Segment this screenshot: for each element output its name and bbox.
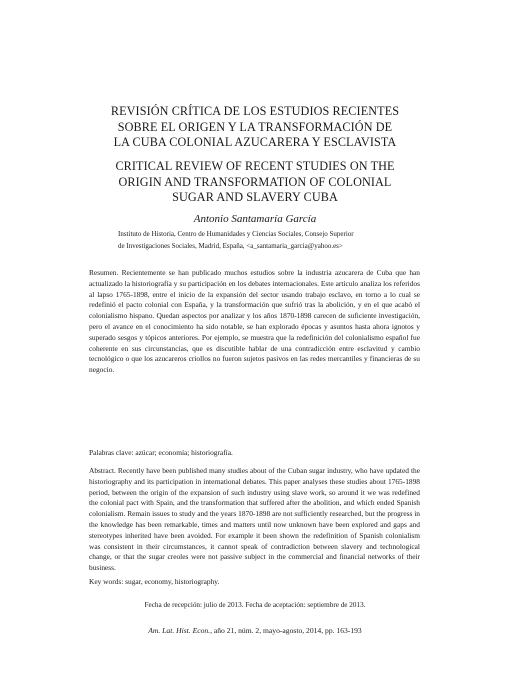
abstract-english: Abstract. Recently have been published many studies about of the Cuban sugar industry, who have updated the historiography and its participation in international debates. This paper analyses these studies about 1765-1898 period, between the origin of the expansion of such industry using slave work, so around it we was redefined the colonial pact with Spain, and the transformation that suffered after the abolition, and which ended Spanish colonialism. Remain issues to study and the years 1870-1898 are not sufficiently researched, but the progress in the knowledge has been remarkable, times and matters until now unknown have been explored and gaps and stereotypes inherited have been avoided. For example it been shown the redefinition of Spanish colonialism was consistent in their circumstances, it cannot speak of contradiction between slavery and technological change, or that the sugar creoles were not passive subject in the commercial and financial networks of their business. [89,466,420,573]
title-english-line: ORIGIN AND TRANSFORMATION OF COLONIAL [118,174,392,189]
title-spanish-line: LA CUBA COLONIAL AZUCARERA Y ESCLAVISTA [113,135,397,149]
title-english-line: SUGAR AND SLAVERY CUBA [172,190,338,204]
citation-details: , año 21, núm. 2, mayo-agosto, 2014, pp. 163-193 [210,626,362,635]
title-english [60,159,450,206]
keywords-english: Key words: sugar, economy, historiography. [89,577,220,586]
journal-citation [0,626,510,635]
title-spanish-line: SOBRE EL ORIGEN Y LA TRANSFORMACIÓN DE [117,119,393,134]
title-spanish-line: REVISIÓN CRÍTICA DE LOS ESTUDIOS RECIENTES [110,104,400,118]
author-affiliation [118,229,418,252]
title-english-line: CRITICAL REVIEW OF RECENT STUDIES ON THE [115,159,395,173]
journal-name: Am. Lat. Hist. Econ. [148,626,211,635]
abstract-spanish: Resumen. Recientemente se han publicado muchos estudios sobre la industria azucarera de Cuba que han actualizado la historiografía y su participación en los debates internacionales. Este artículo analiza los referidos al lapso 1765-1898, entre el inicio de la expansión del sector usando trabajo esclavo, en torno a lo cual se redefinió el pacto colonial con España, y la transformación que sufrió tras la abolición, y en el que acabó el colonialismo hispano. Quedan aspectos por analizar y los años 1870-1898 carecen de suficiente investigación, pero el avance en el conocimiento ha sido notable, se han explorado épocas y asuntos hasta ahora ignotos y superado sesgos y tópicos anteriores. Por ejemplo, se muestra que la redefinición del colonialismo español fue coherente en sus circunstancias, que es discutible hablar de una contradicción entre esclavitud y cambio tecnológico o que los azucareros criollos no fueron sujetos pasivos en las redes mercantiles y financieras de su negocio. [89,268,420,375]
affiliation-line: Instituto de Historia, Centro de Humanidades y Ciencias Sociales, Consejo Superior [118,230,354,238]
title-spanish [60,104,450,151]
affiliation-line: de Investigaciones Sociales, Madrid, España, <a_santamaria_garcia@yahoo.es> [118,241,343,250]
reception-acceptance-dates: Fecha de recepción: julio de 2013. Fecha de aceptación: septiembre de 2013. [144,601,366,609]
author-name: Antonio Santamaría García [193,213,317,225]
keywords-spanish: Palabras clave: azúcar; economía; historiografía. [89,448,233,457]
